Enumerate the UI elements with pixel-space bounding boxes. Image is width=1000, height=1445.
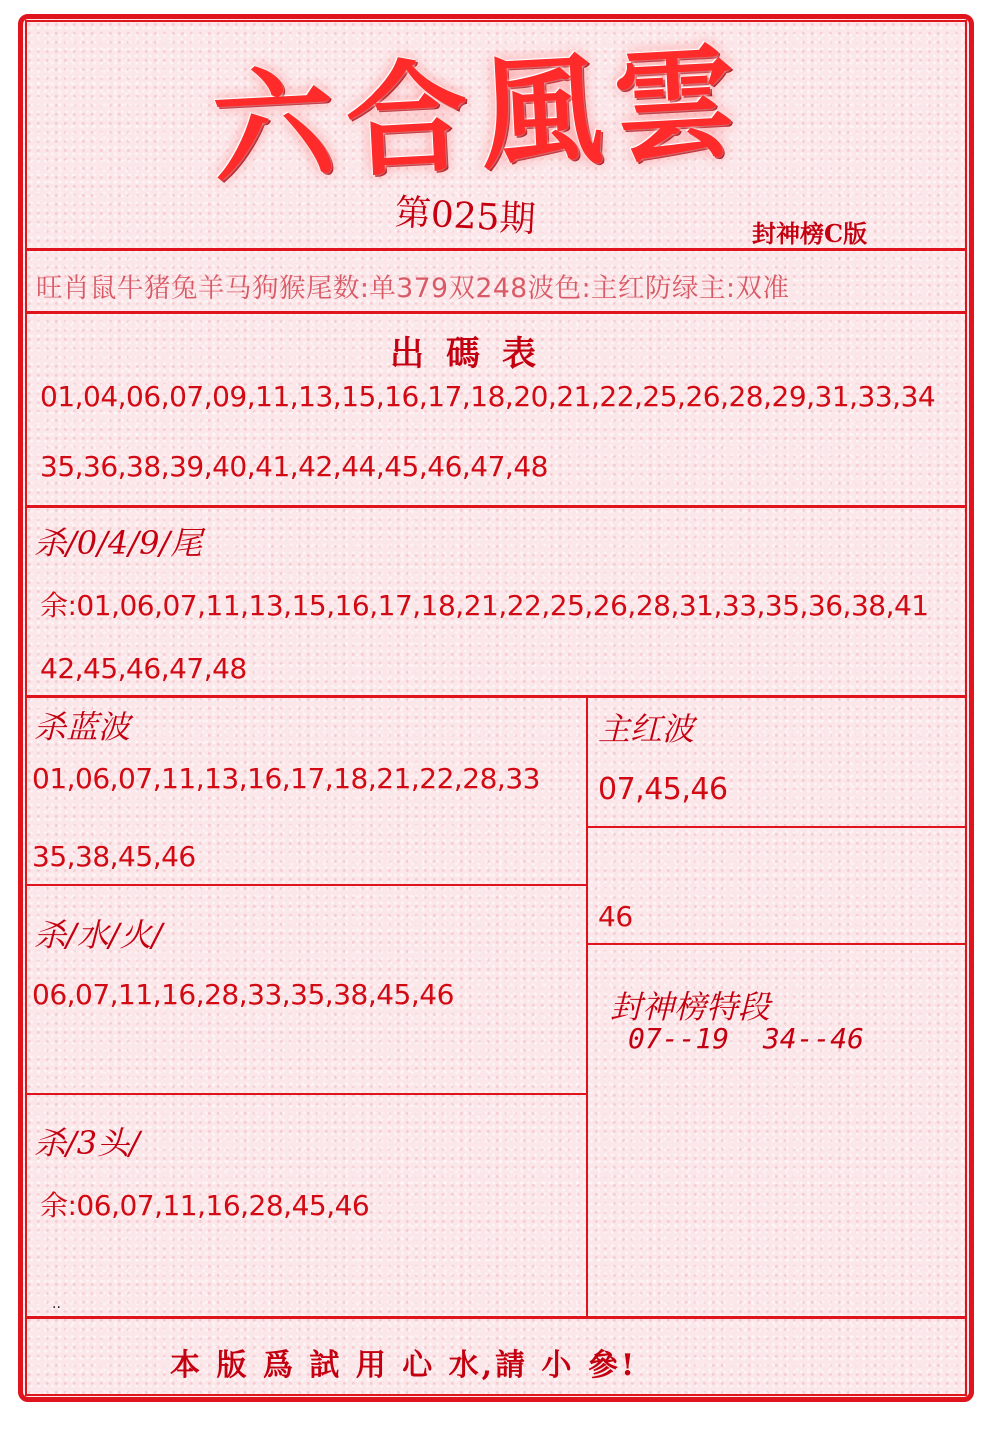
divider-main-red [588, 826, 966, 828]
divider-number-table [26, 505, 966, 508]
single-box-number: 46 [598, 900, 633, 933]
number-table-line-1: 01,04,06,07,09,11,13,15,16,17,18,20,21,22,25,26,28,29,31,33,34 [40, 380, 936, 413]
number-table-title: 出碼表 [390, 334, 558, 374]
kill-blue-line-1: 01,06,07,11,13,16,17,18,21,22,28,33 [32, 762, 540, 795]
kill-tails-line-2: 42,45,46,47,48 [40, 652, 247, 685]
kill-3-head-numbers: 余:06,07,11,16,28,45,46 [40, 1189, 370, 1222]
kill-3-head-heading: 杀/3头/ [34, 1124, 140, 1162]
issue-number: 第025期 [393, 192, 537, 241]
divider-footer [26, 1316, 966, 1319]
info-line: 旺肖鼠牛猪兔羊马狗猴尾数:单379双248波色:主红防绿主:双准 [36, 273, 790, 304]
special-range: 07--19 34--46 [628, 1022, 865, 1055]
kill-water-fire-heading: 杀/水/火/ [34, 916, 163, 954]
divider-kill-water-fire [26, 1093, 588, 1095]
divider-vertical [586, 697, 588, 1317]
divider-info [26, 311, 966, 314]
kill-blue-heading: 杀蓝波 [34, 708, 131, 746]
kill-tails-heading: 杀/0/4/9/尾 [34, 524, 203, 562]
special-heading: 封神榜特段 [610, 988, 771, 1026]
divider-single-box [588, 943, 966, 945]
page-title: 六合風雲 [208, 29, 752, 201]
main-red-numbers: 07,45,46 [598, 772, 728, 807]
footer-note: 本 版 爲 試 用 心 水,請 小 參! [170, 1348, 638, 1383]
stray-dots: .. [52, 1296, 61, 1312]
divider-kill-tails [26, 695, 966, 698]
divider-kill-blue [26, 884, 588, 886]
kill-blue-line-2: 35,38,45,46 [32, 840, 196, 873]
main-red-heading: 主红波 [598, 710, 695, 748]
edition-label: 封神榜C版 [752, 219, 868, 248]
kill-water-fire-numbers: 06,07,11,16,28,33,35,38,45,46 [32, 978, 454, 1011]
number-table-line-2: 35,36,38,39,40,41,42,44,45,46,47,48 [40, 450, 548, 483]
kill-tails-line-1: 余:01,06,07,11,13,15,16,17,18,21,22,25,26,28,31,33,35,36,38,41 [40, 589, 929, 622]
